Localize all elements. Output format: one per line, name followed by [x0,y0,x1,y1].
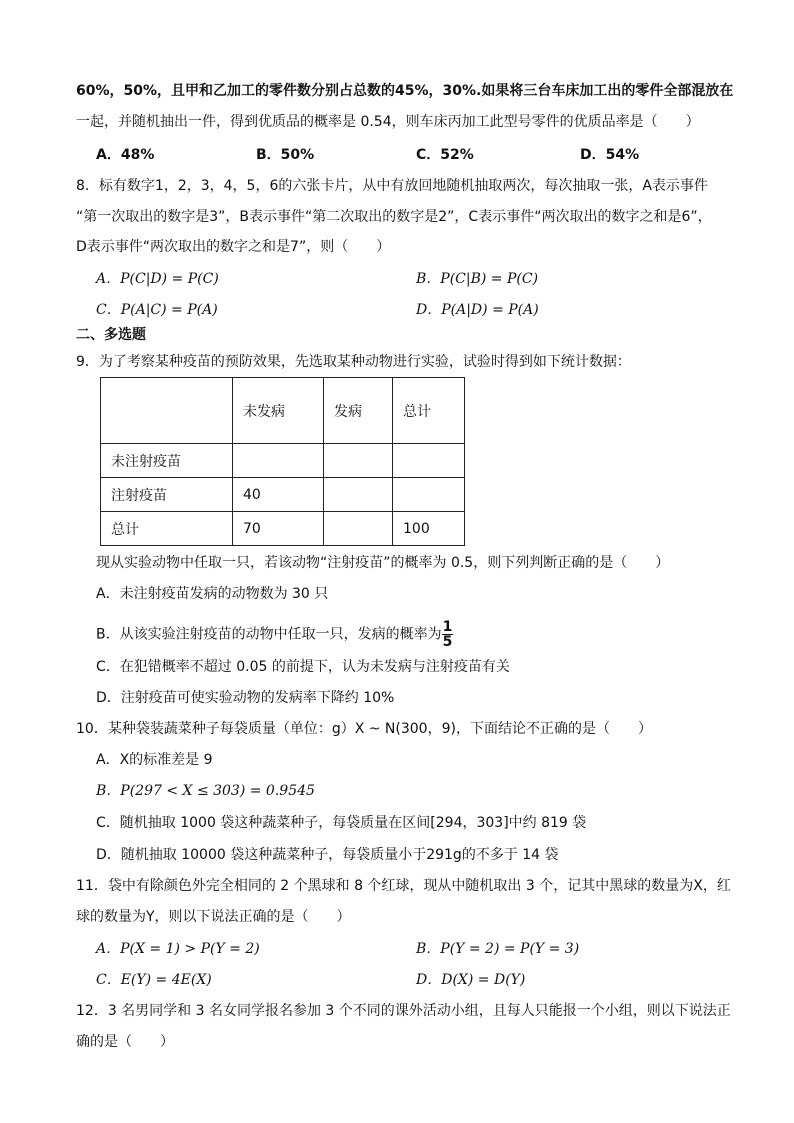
table-cell: 总计 [393,378,465,444]
table-row [101,444,465,478]
q8-line-3: D表示事件“两次取出的数字之和是7”，则（ ） [76,239,391,255]
q7-line-1: 60%，50%，且甲和乙加工的零件数分别占总数的45%，30%.如果将三台车床加工出的零件全部混放在 [76,83,734,99]
table-cell: 100 [393,512,465,546]
table-cell [233,444,324,478]
q12-line-2: 确的是（ ） [76,1034,174,1050]
table-row [101,478,465,512]
q7-option-c: C．52% [416,147,474,163]
q11-option-d: D．D(X) = D(Y) [416,972,526,988]
table-cell: 发病 [324,378,393,444]
q11-line-1: 11．袋中有除颜色外完全相同的 2 个黑球和 8 个红球，现从中随机取出 3 个，记其中黑球的数量为X，红 [76,878,731,894]
q12-line-1: 12．3 名男同学和 3 名女同学报名参加 3 个不同的课外活动小组，且每人只能报一个小组，则以下说法正 [76,1003,731,1019]
fraction-denominator: 5 [442,634,453,650]
q10-option-d: D．随机抽取 10000 袋这种蔬菜种子，每袋质量小于291g的不多于 14 袋 [96,847,559,863]
q9-option-a: A．未注射疫苗发病的动物数为 30 只 [96,586,329,602]
q10-stem: 10．某种袋装蔬菜种子每袋质量（单位：g）X ~ N(300，9)，下面结论不正确的是（ ） [76,721,652,737]
q10-option-c: C．随机抽取 1000 袋这种蔬菜种子，每袋质量在区间[294，303]中约 819 袋 [96,815,587,831]
q8-option-a: A．P(C|D) = P(C) [96,271,219,287]
q9-after-text: 现从实验动物中任取一只，若该动物“注射疫苗”的概率为 0.5，则下列判断正确的是（ ） [96,555,670,571]
statistics-table [100,377,465,546]
fraction-numerator: 1 [442,619,453,635]
q11-option-b: B．P(Y = 2) = P(Y = 3) [416,941,580,957]
q8-line-1: 8．标有数字1，2，3，4，5，6的六张卡片，从中有放回地随机抽取两次，每次抽取一张，A表示事件 [76,178,708,194]
q11-line-2: 球的数量为Y，则以下说法正确的是（ ） [76,909,351,925]
table-cell: 未注射疫苗 [101,444,233,478]
q11-option-c: C．E(Y) = 4E(X) [96,972,212,988]
fraction [442,620,454,649]
table-cell [324,512,393,546]
section-title: 二、多选题 [76,327,146,343]
table-cell [101,378,233,444]
q8-line-2: “第一次取出的数字是3”，B表示事件“第二次取出的数字是2”，C表示事件“两次取出的数字之和是6”， [76,209,712,225]
table-cell: 40 [233,478,324,512]
q8-option-c: C．P(A|C) = P(A) [96,302,218,318]
q7-option-b: B．50% [256,147,315,163]
table-cell [324,444,393,478]
table-cell: 总计 [101,512,233,546]
table-cell: 未发病 [233,378,324,444]
table-header-row [101,378,465,444]
q9-option-d: D．注射疫苗可使实验动物的发病率下降约 10% [96,690,395,706]
q7-option-a: A．48% [96,147,155,163]
q8-option-d: D．P(A|D) = P(A) [416,302,539,318]
q9-option-b-text: B．从该实验注射疫苗的动物中任取一只，发病的概率为 [96,626,442,643]
q7-line-2: 一起，并随机抽出一件，得到优质品的概率是 0.54，则车床丙加工此型号零件的优质品率是（ ） [76,114,700,130]
table-cell [393,478,465,512]
table-cell: 70 [233,512,324,546]
table-row [101,512,465,546]
q9-option-b [96,620,453,649]
q8-option-b: B．P(C|B) = P(C) [416,271,539,287]
q9-option-c: C．在犯错概率不超过 0.05 的前提下，认为未发病与注射疫苗有关 [96,659,510,675]
q9-stem: 9．为了考察某种疫苗的预防效果，先选取某种动物进行实验，试验时得到如下统计数据： [76,354,631,370]
table-cell: 注射疫苗 [101,478,233,512]
q7-option-d: D．54% [580,147,640,163]
q10-option-b: B．P(297 < X ≤ 303) = 0.9545 [96,783,315,799]
q10-option-a: A．X的标准差是 9 [96,752,213,768]
q11-option-a: A．P(X = 1) > P(Y = 2) [96,941,260,957]
table-cell [393,444,465,478]
table-cell [324,478,393,512]
